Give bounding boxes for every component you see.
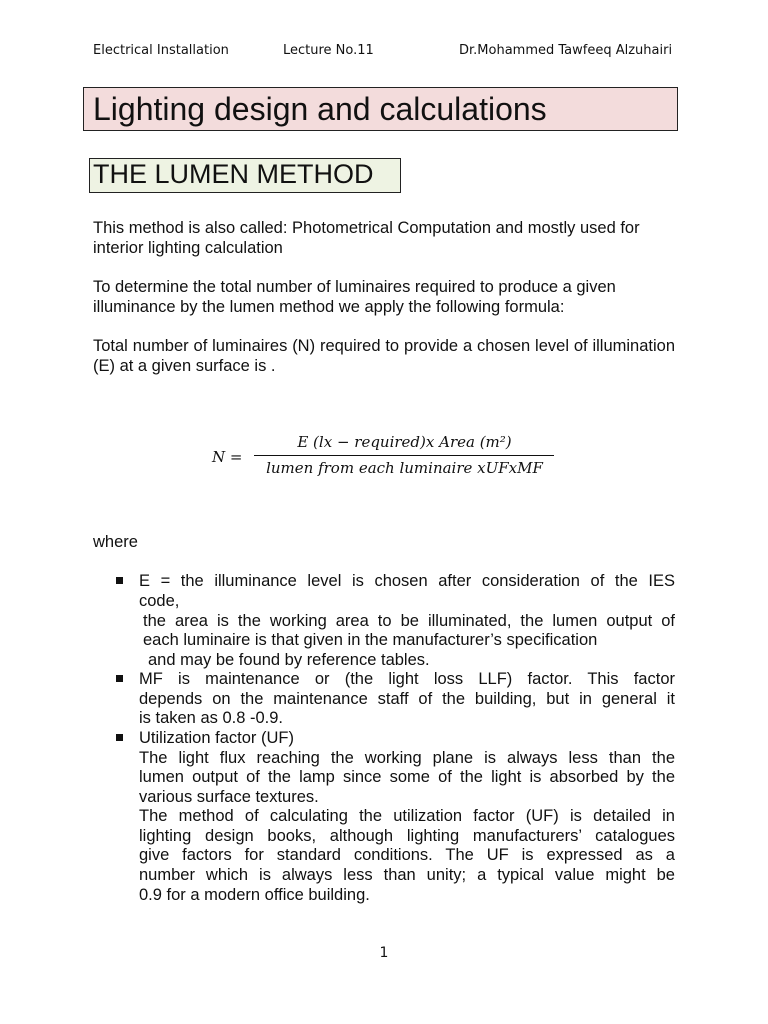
formula-lhs: N =	[212, 448, 243, 466]
bullet-3-line-8: number which is always less than unity; a typical value might be	[139, 866, 675, 884]
bullet-marker-3	[116, 734, 123, 741]
formula-numerator: E (lx − required)x Area (m²)	[297, 433, 512, 451]
bullet-1-line-1: E = the illuminance level is chosen after consideration of the IES	[139, 572, 675, 590]
bullet-3-line-5: The method of calculating the utilization factor (UF) is detailed in	[139, 807, 675, 825]
bullet-3-line-1: Utilization factor (UF)	[139, 729, 294, 747]
bullet-2-line-3: is taken as 0.8 -0.9.	[139, 709, 283, 727]
where-label: where	[93, 533, 138, 551]
bullet-3-line-3: lumen output of the lamp since some of the light is absorbed by the	[139, 768, 675, 786]
page-title: Lighting design and calculations	[93, 91, 547, 127]
paragraph-total-luminaires: Total number of luminaires (N) required to provide a chosen level of illumination (E) at a given surface is .	[93, 337, 675, 375]
paragraph-method-description: This method is also called: Photometrical Computation and mostly used for interior lighting calculation	[93, 219, 640, 257]
bullet-3-line-4: various surface textures.	[139, 788, 319, 806]
bullet-1-line-5: and may be found by reference tables.	[148, 651, 430, 669]
bullet-3-line-7: give factors for standard conditions. The UF is expressed as a	[139, 846, 675, 864]
section-title-box	[89, 158, 401, 193]
header-lecture: Lecture No.11	[283, 43, 374, 58]
bullet-3-line-6: lighting design books, although lighting manufacturers’ catalogues	[139, 827, 675, 845]
bullet-2-line-2: depends on the maintenance staff of the building, but in general it	[139, 690, 675, 708]
title-box	[83, 87, 678, 131]
bullet-1-line-2: code,	[139, 592, 180, 610]
paragraph-formula-intro: To determine the total number of luminaires required to produce a given illuminance by the lumen method we apply the following formula:	[93, 278, 616, 316]
bullet-marker-1	[116, 577, 123, 584]
lumen-formula	[212, 430, 557, 485]
header-course: Electrical Installation	[93, 43, 229, 58]
bullet-3-line-2: The light flux reaching the working plane is always less than the	[139, 749, 675, 767]
bullet-2-line-1: MF is maintenance or (the light loss LLF) factor. This factor	[139, 670, 675, 688]
bullet-3-line-9: 0.9 for a modern office building.	[139, 886, 370, 904]
bullet-1-line-3: the area is the working area to be illuminated, the lumen output of	[143, 612, 675, 630]
header-author: Dr.Mohammed Tawfeeq Alzuhairi	[459, 43, 673, 58]
bullet-1-line-4: each luminaire is that given in the manufacturer’s specification	[143, 631, 598, 649]
bullet-marker-2	[116, 675, 123, 682]
formula-denominator: lumen from each luminaire xUFxMF	[266, 459, 543, 477]
fraction-bar	[254, 455, 554, 456]
page-number: 1	[379, 945, 389, 961]
section-title: THE LUMEN METHOD	[93, 159, 374, 189]
